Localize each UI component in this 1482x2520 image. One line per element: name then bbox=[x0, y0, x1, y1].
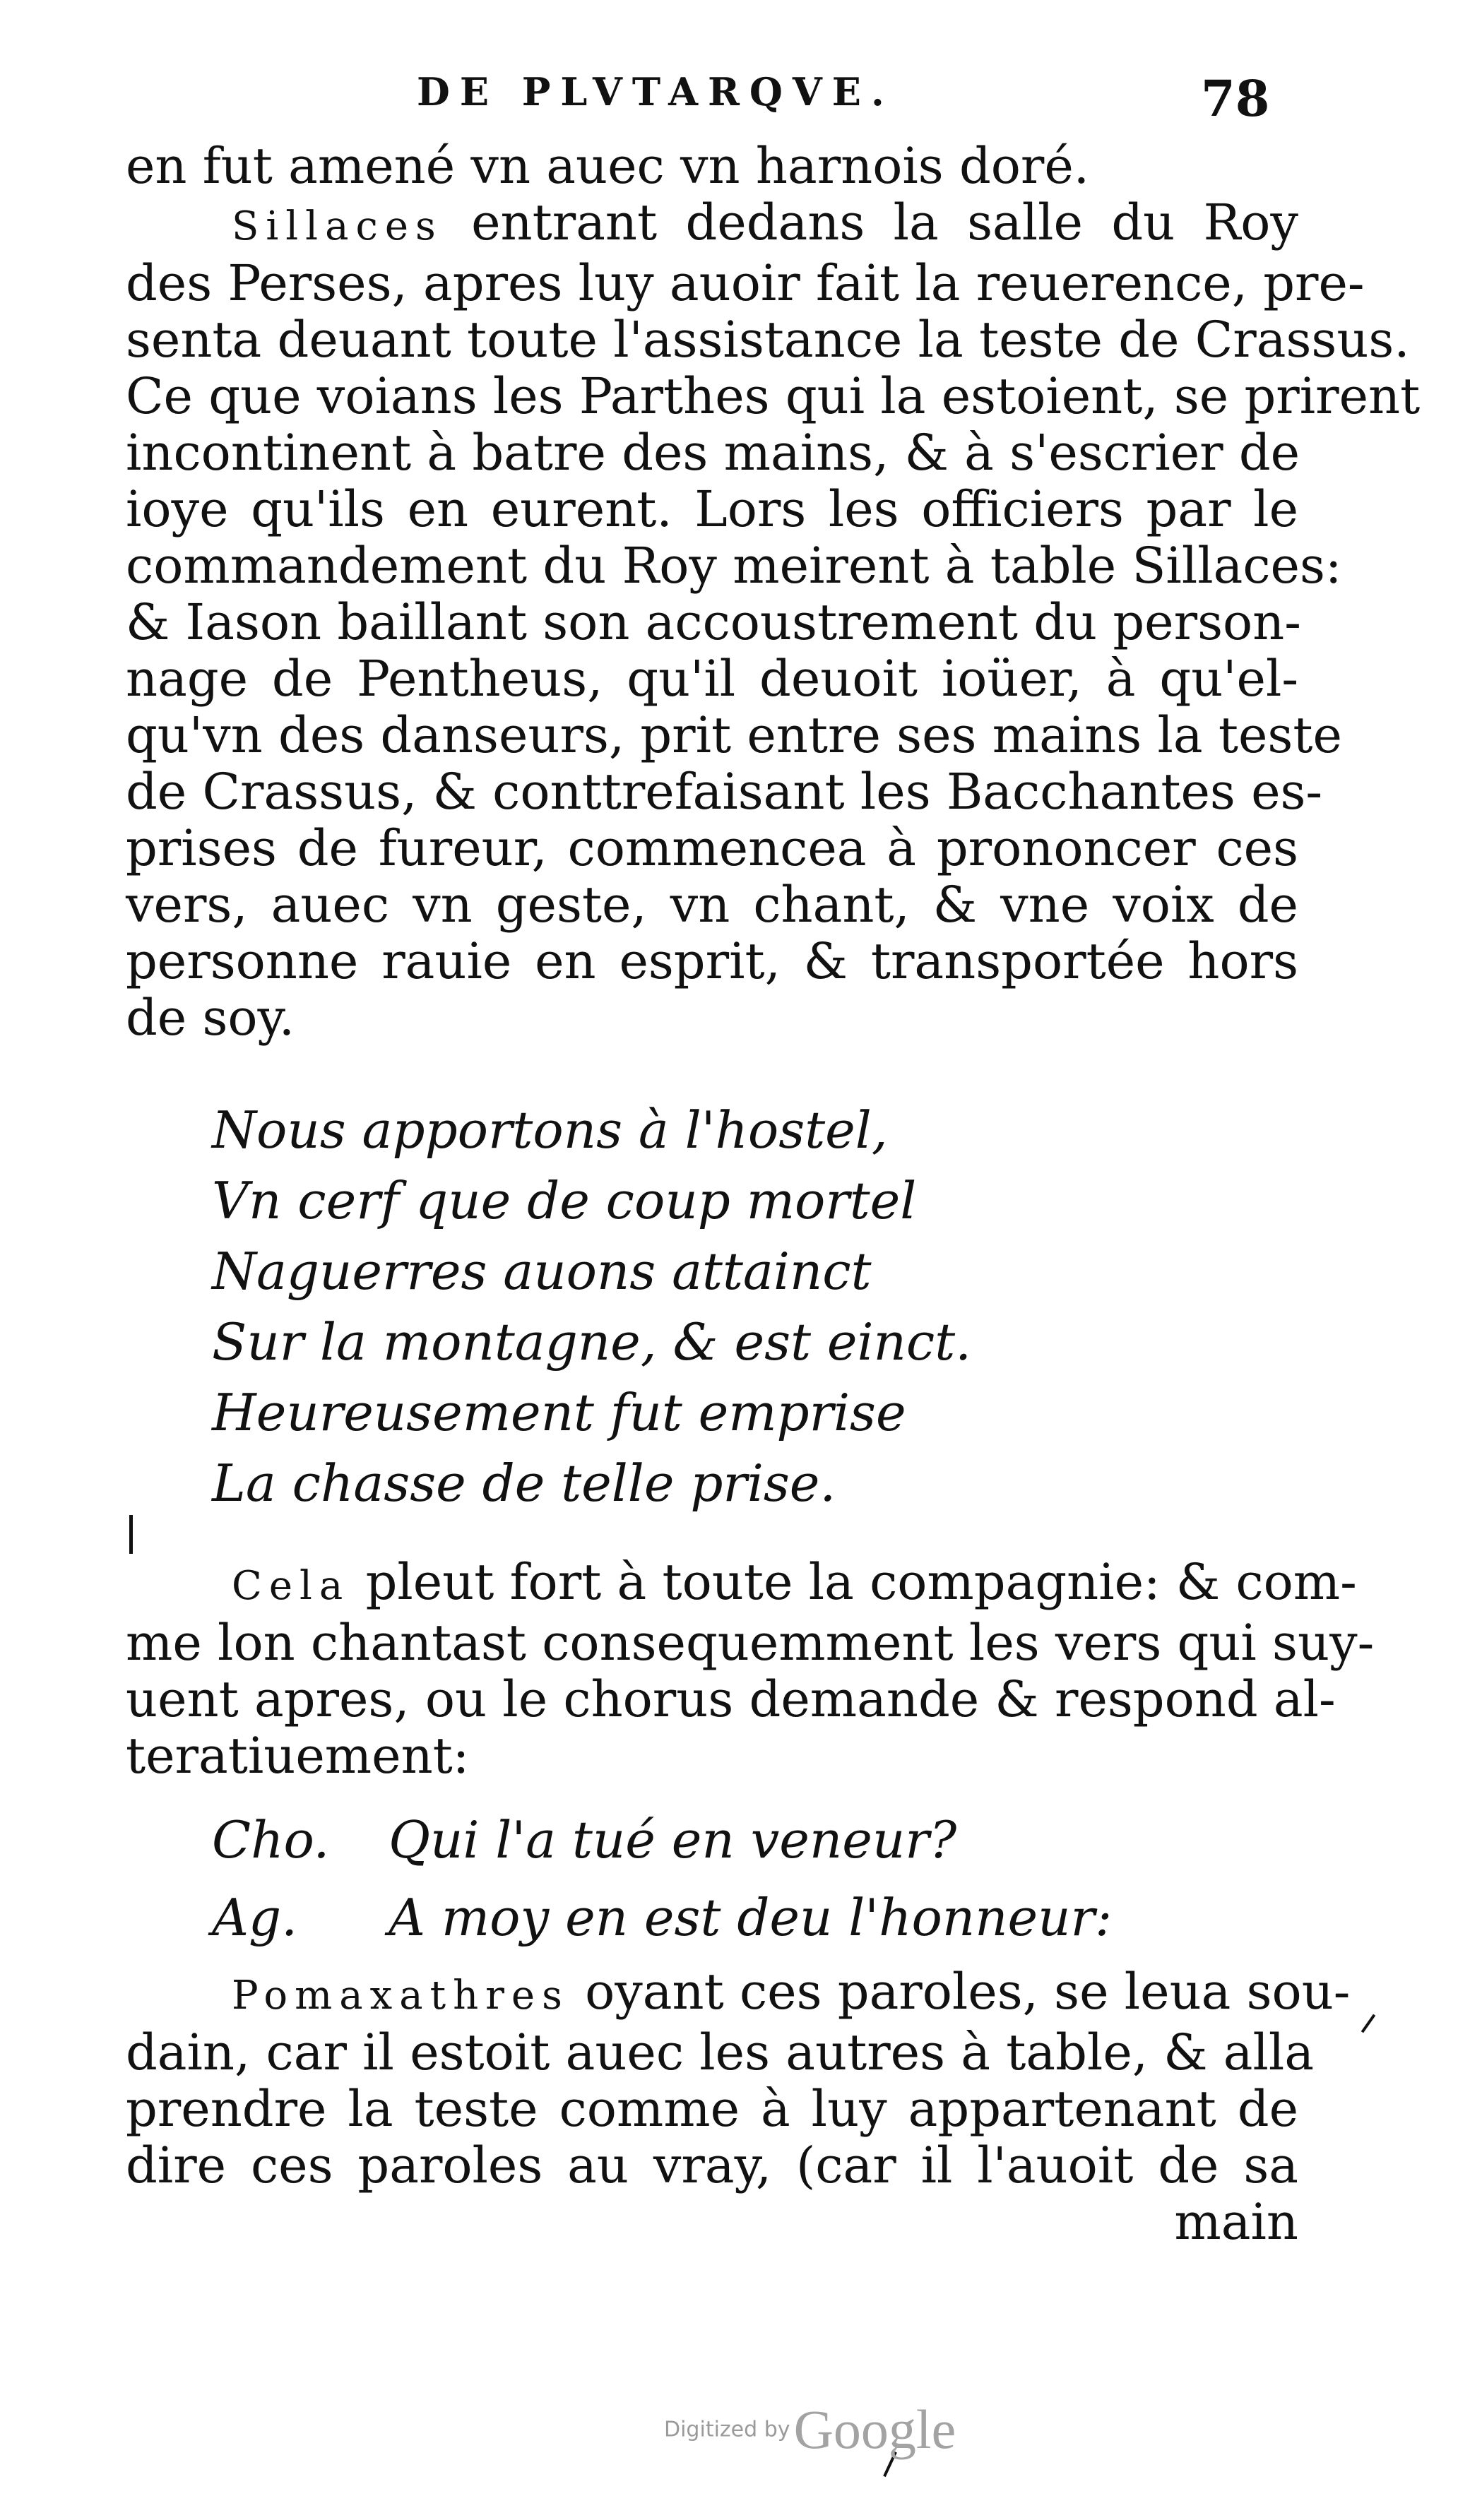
prose-block-1 bbox=[126, 137, 1421, 1047]
text-line: dire ces paroles au vray, (car il l'auoit de sa bbox=[126, 2136, 1298, 2194]
text-line: en fut amené vn auec vn harnois doré. bbox=[126, 137, 1090, 195]
text-line: incontinent à batre des mains, & à s'escrier de bbox=[126, 424, 1300, 482]
small-caps-lead: Cela bbox=[232, 1563, 350, 1609]
text-line: dain, car il estoit auec les autres à table, & alla bbox=[126, 2023, 1315, 2081]
text-line: des Perses, apres luy auoir fait la reuerence, pre- bbox=[126, 254, 1365, 312]
page-number: 78 bbox=[1201, 69, 1270, 128]
margin-speck bbox=[1361, 2014, 1375, 2033]
verse-line: Naguerres auons attainct bbox=[212, 1242, 872, 1301]
dialogue-block bbox=[212, 1801, 1112, 1956]
verse-line: Sur la montagne, & est einct. bbox=[212, 1312, 972, 1372]
dialogue-text: A moy en est deu l'honneur: bbox=[389, 1888, 1113, 1947]
catchword: main bbox=[1174, 2193, 1298, 2251]
google-logo: Google bbox=[793, 2399, 956, 2460]
text-line-remainder: oyant ces paroles, se leua sou- bbox=[585, 1963, 1351, 2021]
text-line: prises de fureur, commencea à prononcer ces bbox=[126, 819, 1298, 877]
text-line: prendre la teste comme à luy appartenant de bbox=[126, 2080, 1298, 2138]
speaker-label: Ag. bbox=[212, 1888, 297, 1947]
text-line-remainder: entrant dedans la salle du Roy bbox=[471, 194, 1298, 251]
text-line: commandement du Roy meirent à table Sillaces: bbox=[126, 537, 1342, 595]
text-line bbox=[126, 1963, 1351, 2024]
text-line: Ce que voians les Parthes qui la estoient, se prirent bbox=[126, 367, 1421, 425]
text-line bbox=[126, 1553, 1357, 1615]
text-line bbox=[126, 194, 1298, 255]
text-line: qu'vn des danseurs, prit entre ses mains la teste bbox=[126, 706, 1342, 764]
digitized-watermark bbox=[664, 2398, 956, 2461]
text-line: uent apres, ou le chorus demande & respond al- bbox=[126, 1670, 1336, 1728]
text-line: de soy. bbox=[126, 989, 295, 1047]
text-line: me lon chantast consequemment les vers qui suy- bbox=[126, 1614, 1375, 1672]
text-line: & Iason baillant son accoustrement du person- bbox=[126, 593, 1301, 651]
watermark-prefix: Digitized by bbox=[664, 2417, 790, 2442]
text-line: personne rauie en esprit, & transportée hors bbox=[126, 932, 1298, 990]
small-caps-lead: Pomaxathres bbox=[232, 1973, 569, 2019]
text-line: ioye qu'ils en eurent. Lors les officiers par le bbox=[126, 480, 1298, 538]
text-line: senta deuant toute l'assistance la teste de Crassus. bbox=[126, 311, 1410, 369]
text-line: vers, auec vn geste, vn chant, & vne voix de bbox=[126, 876, 1298, 934]
verse-line: Vn cerf que de coup mortel bbox=[212, 1171, 917, 1230]
margin-speck bbox=[129, 1515, 133, 1554]
small-caps-lead: Sillaces bbox=[232, 203, 443, 249]
verse-line: Nous apportons à l'hostel, bbox=[212, 1100, 888, 1160]
dialogue-text: Qui l'a tué en veneur? bbox=[389, 1810, 957, 1870]
prose-block-2 bbox=[126, 1553, 1375, 1785]
text-line-remainder: pleut fort à toute la compagnie: & com- bbox=[365, 1553, 1357, 1611]
verse-block bbox=[212, 1095, 971, 1518]
prose-block-3 bbox=[126, 1963, 1351, 2251]
speaker-label: Cho. bbox=[212, 1810, 330, 1870]
text-line: teratiuement: bbox=[126, 1727, 470, 1785]
verse-line: Heureusement fut emprise bbox=[212, 1383, 906, 1442]
verse-line: La chasse de telle prise. bbox=[212, 1454, 836, 1513]
dialogue-line bbox=[212, 1879, 1112, 1956]
dialogue-line bbox=[212, 1801, 1112, 1879]
text-line: de Crassus, & conttrefaisant les Bacchantes es- bbox=[126, 763, 1323, 821]
text-line: nage de Pentheus, qu'il deuoit ioüer, à qu'el- bbox=[126, 650, 1298, 708]
running-head: DE PLVTARQVE. bbox=[417, 69, 894, 114]
